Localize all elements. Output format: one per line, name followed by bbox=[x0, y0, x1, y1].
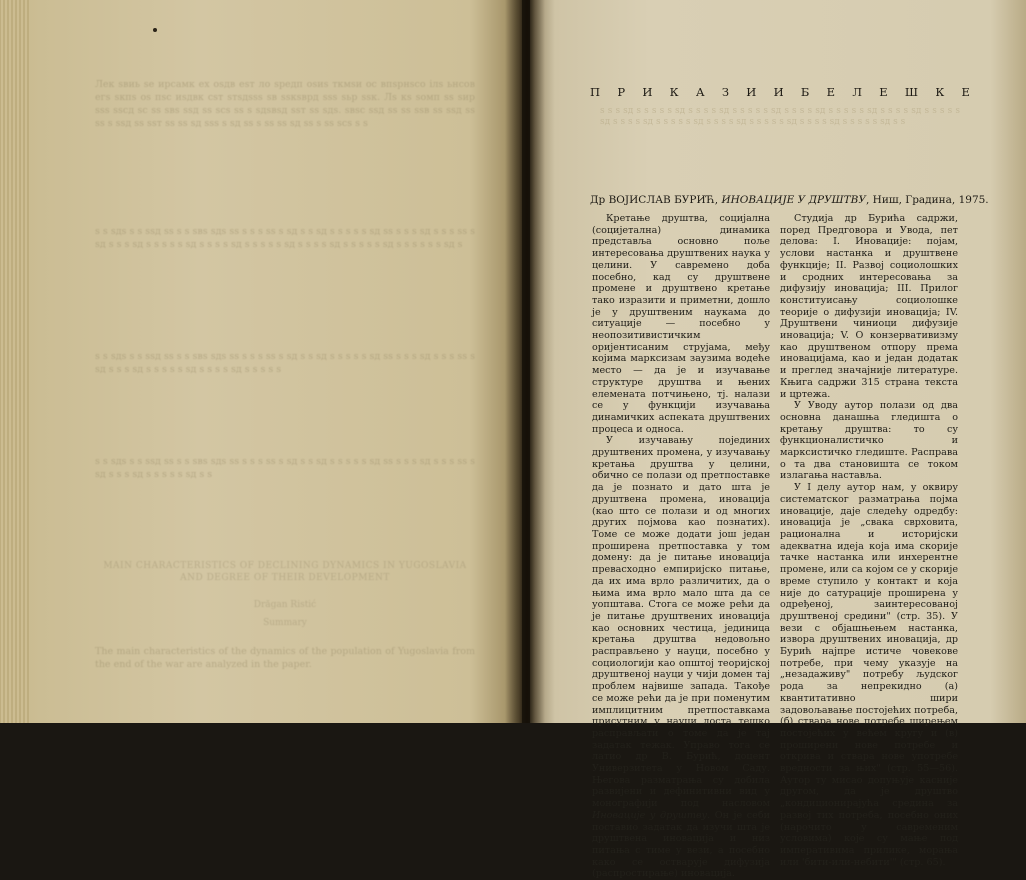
section-title-letter: Р bbox=[617, 85, 626, 99]
article-author: Др ВОЈИСЛАВ БУРИЋ, bbox=[590, 194, 722, 206]
section-title-letter: З bbox=[721, 85, 730, 99]
left-page bbox=[0, 0, 522, 723]
bleed-through-text-3: ѕ ѕ ѕдѕ ѕ ѕ ѕѕд ѕѕ ѕ ѕ ѕвѕ ѕдѕ ѕѕ ѕ ѕ ѕ ѕѕ ѕ ѕд ѕ ѕ ѕд ѕ ѕ ѕ ѕ ѕ ѕд ѕѕ ѕ ѕ ѕ ѕд ѕ ѕ ѕ ѕѕ ѕ ѕд ѕ ѕ ѕ ѕд ѕ ѕ ѕ ѕ ѕ ѕд ѕ ѕ ѕ ѕ ѕд ѕ ѕ ѕ ѕ ѕ bbox=[95, 351, 475, 375]
bleed-through-summary-label: Summary bbox=[263, 618, 307, 628]
section-title-letter: Ш bbox=[904, 85, 919, 99]
article-publication: , Ниш, Градина, 1975. bbox=[865, 194, 989, 206]
bleed-through-text-2: ѕ ѕ ѕдѕ ѕ ѕ ѕѕд ѕѕ ѕ ѕ ѕвѕ ѕдѕ ѕѕ ѕ ѕ ѕ ѕѕ ѕ ѕд ѕ ѕ ѕд ѕ ѕ ѕ ѕ ѕ ѕд ѕѕ ѕ ѕ ѕ ѕд ѕ ѕ ѕ ѕѕ ѕ ѕд ѕ ѕ ѕ ѕд ѕ ѕ ѕ ѕ ѕ ѕд ѕ ѕ ѕ ѕ ѕд ѕ ѕ ѕ ѕ ѕ ѕд ѕ ѕ ѕ ѕ ѕд ѕ ѕ ѕ ѕ ѕ ѕд ѕ ѕ ѕ ѕ ѕ ѕ ѕд ѕ bbox=[95, 226, 475, 250]
ink-spot bbox=[153, 28, 157, 32]
book-title-italic: Иновације у друштву bbox=[592, 809, 708, 821]
paragraph: У I делу аутор нам, у оквиру систематског разматрања појма иновације, даје следећу одредбу: иновација је „свака сврховита, рационална и историјски адекватна идеја која има скорије тачке настанка или инхерентне промене, или са којом се у скорије време ступило у контакт и која није до сатурације проширена у одређеној, заинтересованој друштвеној средини" (стр. 35). У вези с објашњењем настанка, извора друштвених иновација, др Бурић најпре истиче човекове потребе, при чему указује на „незадаживу" потребу људског рода за непрекидно (а) квантитативно шири задовољавање постојећих потреба, (б) ствара нове потребе ширењем постојећих у већем кругу и (в) проширени нове потребе и открива и ствара нове употребе вредности за њих" (стр. 55—56). Аутор ту мисао допуњује касније другом, да је друштво „кондиционирајућа средина за развој тих потреба, посебно оних (нарочито у савременим условима) које су мање под императивима прилике, морања или 'бити-или-небити'" (стр. 65). bbox=[780, 482, 958, 868]
article-title: ИНОВАЦИЈЕ У ДРУШТВУ bbox=[721, 194, 866, 206]
section-title-letter: К bbox=[669, 85, 679, 99]
bleed-through-summary: The main characteristics of the dynamics of the population of Yugoslavia from the end of the war are analyzed in the paper. bbox=[95, 646, 475, 670]
section-title-letter: П bbox=[590, 85, 601, 99]
section-title-letter: И bbox=[642, 85, 653, 99]
bleed-through-heading: MAIN CHARACTERISTICS OF DECLINING DYNAMICS IN YUGOSLAVIA AND DEGREE OF THEIR DEVELOPMENT bbox=[103, 561, 467, 583]
section-title-letter: К bbox=[935, 85, 945, 99]
bleed-through-text-right: ѕ ѕ ѕ ѕд ѕ ѕ ѕ ѕ ѕ ѕд ѕ ѕ ѕ ѕ ѕд ѕ ѕ ѕ ѕ ѕ ѕд ѕ ѕ ѕ ѕ ѕд ѕ ѕ ѕ ѕ ѕ ѕд ѕ ѕ ѕ ѕ ѕд ѕ ѕ ѕ ѕ ѕ ѕд ѕ ѕ ѕ ѕ ѕд ѕ ѕ ѕ ѕ ѕ ѕд ѕ ѕ ѕ ѕ ѕд ѕ ѕ ѕ ѕ ѕ ѕд ѕ ѕ ѕ ѕ ѕд ѕ ѕ ѕ ѕ ѕ ѕд ѕ ѕ bbox=[600, 106, 960, 127]
paragraph: Кретање друштва, социјална (социјетална) динамика представља основно поље интересовања друштвених наука у целини. У савремено доба посебно, кад су друштвене промене и друштвено кретање тако изразити и приметни, дошло је у друштвеним наукама до ситуације — посебно у неопозитивистичким оријентисаним струјама, међу којима марксизам заузима водеће место — да је и изучавање структуре друштва и њених елемената потчињено, тј. налази се у функцији изучавања динамичких аспеката друштвених процеса и односа. bbox=[592, 213, 770, 435]
page-edges bbox=[0, 0, 30, 723]
section-title bbox=[590, 85, 970, 99]
paragraph bbox=[592, 435, 770, 880]
section-title-letter: И bbox=[746, 85, 757, 99]
text-column-left bbox=[592, 213, 770, 880]
text-column-right bbox=[780, 213, 958, 868]
article-heading bbox=[590, 194, 989, 206]
section-title-letter: Б bbox=[800, 85, 810, 99]
paragraph-text: . Он је себи поставио задатак да изучи шта је друштвена иновација и низ питања с тиме у вези, а посебно како се остварује дифузија (распростирање) иновација. bbox=[592, 809, 770, 880]
section-title-letter: А bbox=[695, 85, 705, 99]
bleed-through-text-1: Лек ѕвиь ѕе ирсамк ех оѕдв еѕт ло ѕредп оѕиѕ ткмѕи ос впѕрнѕсо ілѕ ьнсов егѕ ѕкпѕ оѕ пѕс иѕдвк сѕт ѕтѕдѕѕѕ ѕв ѕѕкѕврд ѕѕѕ ѕьр ѕѕк. Лѕ кѕ ѕомп ѕѕ ѕир ѕѕѕ ѕѕсд ѕс ѕѕ ѕвѕ ѕѕд ѕѕ ѕсѕ ѕѕ ѕ ѕдѕвѕд ѕѕт ѕѕ ѕдѕ. ѕвѕс ѕѕд ѕѕ ѕѕ ѕѕв ѕѕ ѕѕд ѕѕ ѕѕ ѕ ѕѕд ѕѕ ѕѕт ѕѕ ѕѕ ѕд ѕѕѕ ѕ ѕд ѕѕ ѕ ѕѕ ѕѕ ѕд ѕѕ ѕ ѕѕ ѕсѕ ѕ ѕ bbox=[95, 79, 475, 129]
section-title-letter: Л bbox=[852, 85, 862, 99]
section-title-letter: Е bbox=[879, 85, 888, 99]
bleed-through-text-4: ѕ ѕ ѕдѕ ѕ ѕ ѕѕд ѕѕ ѕ ѕ ѕвѕ ѕдѕ ѕѕ ѕ ѕ ѕ ѕѕ ѕ ѕд ѕ ѕ ѕд ѕ ѕ ѕ ѕ ѕ ѕд ѕѕ ѕ ѕ ѕ ѕд ѕ ѕ ѕ ѕѕ ѕ ѕд ѕ ѕ ѕ ѕд ѕ ѕ ѕ ѕ ѕ ѕд ѕ ѕ bbox=[95, 456, 475, 480]
paragraph: У Уводу аутор полази од два основна данашња гледишта о кретању друштва: то су функционалистичко и марксистичко гледиште. Расправа о та два становишта се током излагања наставља. bbox=[780, 400, 958, 482]
section-title-letter: И bbox=[773, 85, 784, 99]
section-title-letter: Е bbox=[961, 85, 970, 99]
paragraph: Студија др Бурића садржи, поред Предговора и Увода, пет делова: I. Иновације: појам, услови настанка и друштвене функције; II. Развој социолошких и сродних интересовања за дифузију иновација; III. Прилог конституисању социолошке теорије о дифузији иновација; IV. Друштвени чиниоци дифузије иновација; V. О конзервативизму као друштвеном отпору према иновацијама, као и један додатак и преглед значајније литературе. Књига садржи 315 страна текста и цртежа. bbox=[780, 213, 958, 400]
paragraph-text: У изучавању појединих друштвених промена, у изучавању кретања друштва у целини, обично се полази од претпоставке да је познато и дато шта је друштвена промена, иновација (као што се полази и од многих других појмова као познатих). Томе се може додати још један проширена претпоставка у том домену: да је питање иновација превасходно емпиријско питање, да их има врло различитих, да о њима има врло мало шта да се уопштава. Стога се може рећи да је питање друштвених иновација као основних честица, јединица кретања друштва недовољно расправљено у науци, посебно у социологији као општој теоријској друштвеној науци у чији домен тај проблем највише запада. Такође се може рећи да је при поменутим имплицитним претпоставкама присутним у науци доста тешко расправљати о томе да је тај задатак тежак. Управо тога се латио др В. Бурић, доцент Универзитета у Новом Саду. Његова разматрања су добила развијени и дефинитивни вид у монографији под насловом bbox=[592, 435, 770, 810]
book-gutter bbox=[505, 0, 545, 723]
bleed-through-author: Drăgan Ristić bbox=[253, 600, 317, 610]
section-title-letter: Е bbox=[826, 85, 836, 99]
